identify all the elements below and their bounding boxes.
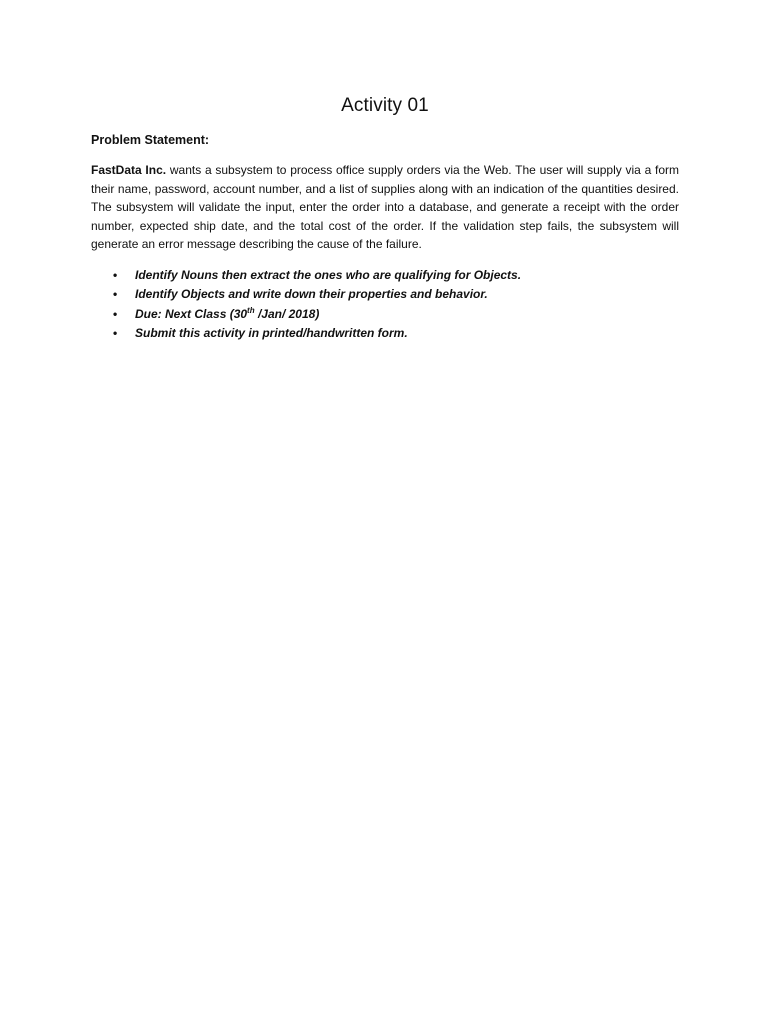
problem-statement-paragraph	[91, 161, 679, 254]
bullet-icon: •	[113, 287, 118, 301]
problem-statement-body: wants a subsystem to process office supply orders via the Web. The user will supply via a form their name, password, account number, and a list of supplies along with an indication of the quantities desired. The subsystem will validate the input, enter the order into a database, and generate a receipt with the order number, expected ship date, and the total cost of the order. If the validation step fails, the subsystem will generate an error message describing the cause of the failure.	[91, 163, 679, 251]
bullet-icon: •	[113, 326, 118, 340]
task-text: Identify Objects and write down their properties and behavior.	[135, 287, 488, 301]
due-date-ordinal: th	[247, 305, 255, 315]
task-item-identify-nouns	[91, 266, 679, 286]
task-item-submit	[91, 324, 679, 344]
document-title: Activity 01	[341, 95, 429, 116]
task-item-identify-objects	[91, 285, 679, 305]
document-page	[91, 92, 679, 344]
task-text: Identify Nouns then extract the ones who are qualifying for Objects.	[135, 267, 522, 282]
due-date-prefix: Due: Next Class (30	[135, 306, 248, 321]
company-name: FastData Inc.	[91, 163, 167, 177]
due-date-suffix: /Jan/ 2018)	[254, 306, 320, 321]
task-list	[91, 266, 679, 344]
bullet-icon: •	[113, 306, 118, 321]
task-item-due-date	[91, 305, 679, 325]
task-text: Submit this activity in printed/handwritten form.	[135, 326, 408, 340]
bullet-icon: •	[113, 267, 118, 282]
problem-statement-heading: Problem Statement:	[91, 133, 210, 147]
